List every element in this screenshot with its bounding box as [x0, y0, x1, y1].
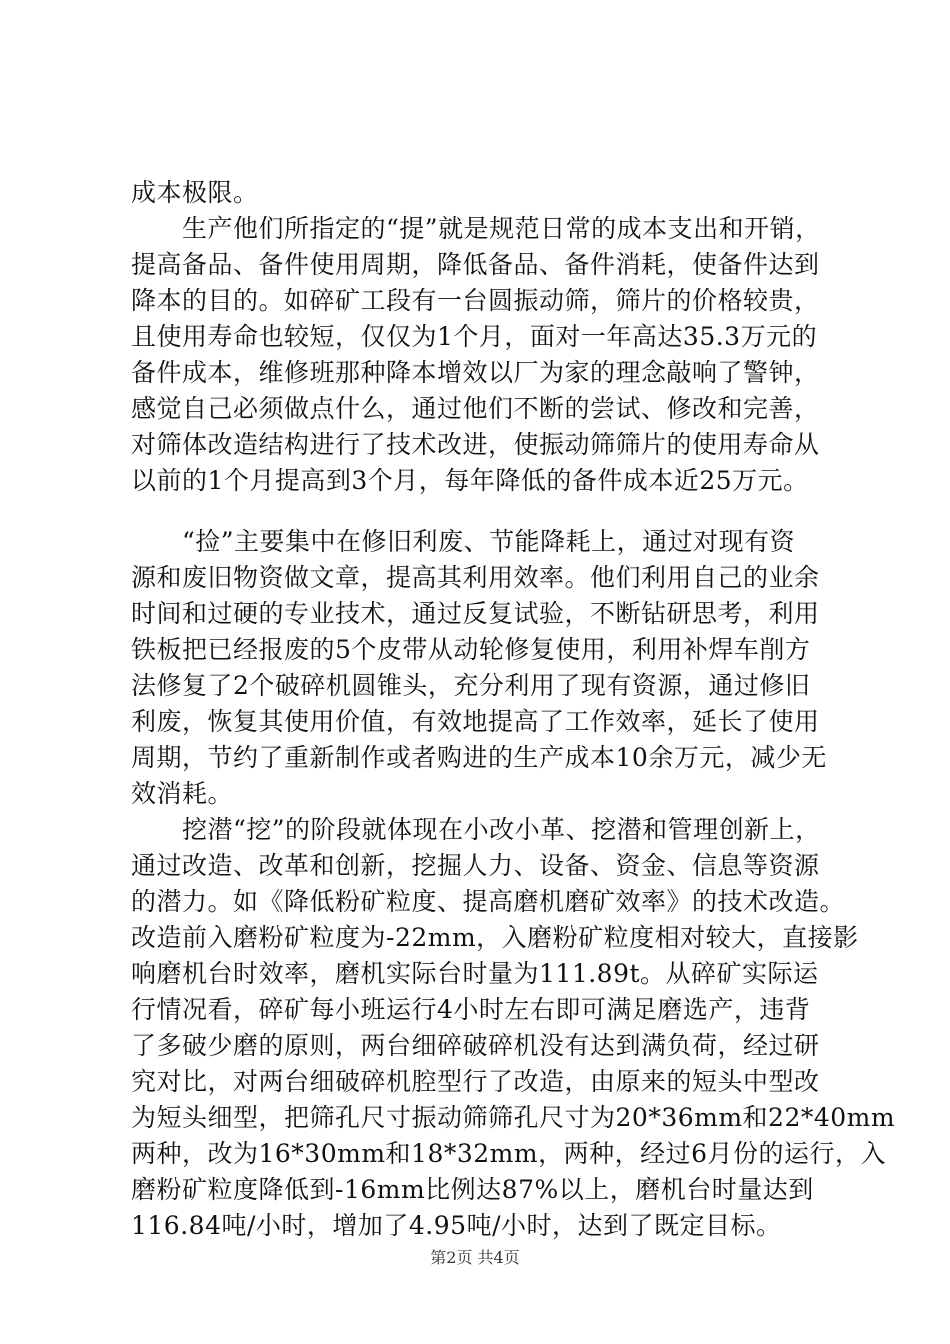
text-line: 成本极限。 — [131, 178, 259, 207]
text-line: 响磨机台时效率，磨机实际台时量为111.89t。从碎矿实际运 — [131, 959, 819, 988]
text-line: 效消耗。 — [131, 779, 234, 808]
text-line: 两种，改为16*30mm和18*32mm，两种，经过6月份的运行，入 — [131, 1139, 886, 1168]
text-line: 对筛体改造结构进行了技术改进，使振动筛筛片的使用寿命从 — [131, 430, 820, 459]
text-line: 究对比，对两台细破碎机腔型行了改造，由原来的短头中型改 — [131, 1067, 820, 1096]
text-line: 时间和过硬的专业技术，通过反复试验，不断钻研思考，利用 — [131, 599, 820, 628]
text-line: 通过改造、改革和创新，挖掘人力、设备、资金、信息等资源 — [131, 851, 820, 880]
text-line: 以前的1个月提高到3个月，每年降低的备件成本近25万元。 — [131, 466, 809, 495]
text-line: 生产他们所指定的“提”就是规范日常的成本支出和开销， — [131, 214, 821, 243]
text-line: 挖潜“挖”的阶段就体现在小改小革、挖潜和管理创新上， — [131, 815, 821, 844]
text-line: 源和废旧物资做文章，提高其利用效率。他们利用自己的业余 — [131, 563, 820, 592]
text-line: 了多破少磨的原则，两台细碎破碎机没有达到满负荷，经过研 — [131, 1031, 820, 1060]
text-line: 磨粉矿粒度降低到-16mm比例达87%以上，磨机台时量达到 — [131, 1175, 814, 1204]
text-line: 且使用寿命也较短，仅仅为1个月，面对一年高达35.3万元的 — [131, 322, 818, 351]
text-line: 为短头细型，把筛孔尺寸振动筛筛孔尺寸为20*36mm和22*40mm — [131, 1103, 896, 1132]
text-line: 的潜力。如《降低粉矿粒度、提高磨机磨矿效率》的技术改造。 — [131, 887, 846, 916]
text-line: 116.84吨/小时，增加了4.95吨/小时，达到了既定目标。 — [131, 1211, 782, 1240]
text-line: 周期，节约了重新制作或者购进的生产成本10余万元，减少无 — [131, 743, 827, 772]
text-line: 改造前入磨粉矿粒度为-22mm，入磨粉矿粒度相对较大，直接影 — [131, 923, 859, 952]
text-line: 法修复了2个破碎机圆锥头，充分利用了现有资源，通过修旧 — [131, 671, 811, 700]
text-line: “捡”主要集中在修旧利废、节能降耗上，通过对现有资 — [131, 527, 796, 556]
page-number-footer: 第2页 共4页 — [430, 1248, 520, 1267]
text-line: 感觉自己必须做点什么，通过他们不断的尝试、修改和完善， — [131, 394, 820, 423]
text-line: 行情况看，碎矿每小班运行4小时左右即可满足磨选产，违背 — [131, 995, 811, 1024]
text-line: 备件成本，维修班那种降本增效以厂为家的理念敲响了警钟， — [131, 358, 820, 387]
text-line: 提高备品、备件使用周期，降低备品、备件消耗，使备件达到 — [131, 250, 820, 279]
text-line: 利废，恢复其使用价值，有效地提高了工作效率，延长了使用 — [131, 707, 820, 736]
text-line: 降本的目的。如碎矿工段有一台圆振动筛，筛片的价格较贵， — [131, 286, 820, 315]
text-line: 铁板把已经报废的5个皮带从动轮修复使用，利用补焊车削方 — [131, 635, 811, 664]
